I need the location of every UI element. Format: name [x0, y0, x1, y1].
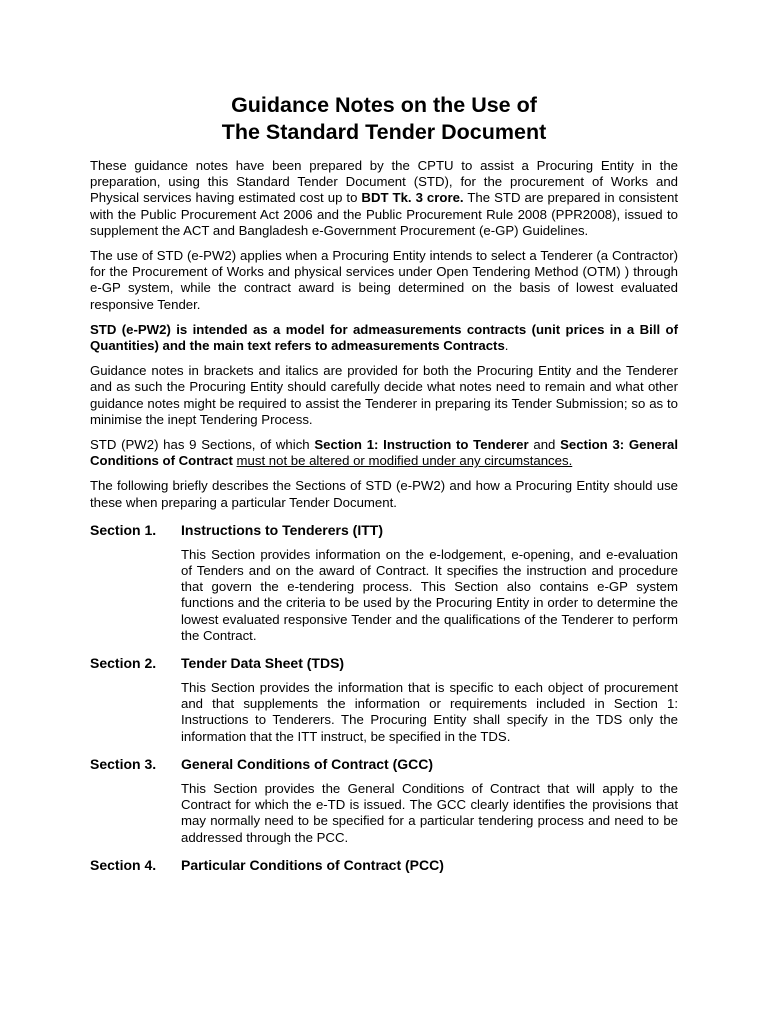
describes-paragraph: The following briefly describes the Sections of STD (e-PW2) and how a Procuring Entity should use these when preparing a particular Tender Document.	[90, 478, 678, 510]
guidance-paragraph: Guidance notes in brackets and italics are provided for both the Procuring Entity and the Tenderer and as such the Procuring Entity should carefully decide what notes need to remain and what other guidance notes might be required to assist the Tenderer in preparing its Tender Submission; so as to minimise the inept Tendering Process.	[90, 363, 678, 427]
usage-paragraph: The use of STD (e-PW2) applies when a Procuring Entity intends to select a Tenderer (a Contractor) for the Procurement of Works and physical services under Open Tendering Method (OTM) ) through e-GP system, while the contract award is being determined on the basis of lowest evaluated responsive Tender.	[90, 248, 678, 312]
document-title-line-2: The Standard Tender Document	[221, 120, 547, 144]
model-period: .	[504, 338, 509, 354]
and-text: and	[528, 437, 561, 453]
section-heading	[90, 655, 678, 672]
section-number: Section 4.	[90, 856, 157, 873]
intro-text-cont: The STD are prepared in consistent with the Public Procurement Act 2006 and the Public Procurement Rule 2008 (PPR2008), issued to supplement the ACT and Bangladesh e-Government Procurement (e-GP) Guidelines.	[90, 190, 678, 238]
section-2	[90, 655, 678, 745]
section-number: Section 1.	[90, 521, 157, 538]
section-number: Section 3.	[90, 755, 157, 772]
section-3	[90, 756, 678, 846]
not-altered-warning: must not be altered or modified under any circumstances.	[236, 453, 573, 469]
model-paragraph	[90, 322, 678, 354]
section-description: This Section provides information on the e-lodgement, e-opening, and e-evaluation of Tenders and on the award of Contract. It specifies the instruction and procedure that govern the e-tendering process. This Section also contains e-GP system functions and the criteria to be used by the Procuring Entity in order to determine the lowest evaluated responsive Tender and the qualifications of the Tenderer to perform the Contract.	[181, 546, 678, 643]
intro-paragraph	[90, 158, 678, 239]
sections-text: STD (PW2) has 9 Sections, of which	[90, 437, 315, 453]
document-title-line-1: Guidance Notes on the Use of	[231, 93, 537, 117]
cost-limit: BDT Tk. 3 crore.	[361, 190, 464, 206]
section-heading	[90, 857, 678, 874]
section-1-ref: Section 1: Instruction to Tenderer	[314, 437, 529, 453]
section-1	[90, 522, 678, 644]
section-number: Section 2.	[90, 655, 157, 672]
section-description: This Section provides the General Conditions of Contract that will apply to the Contract for which the e-TD is issued. The GCC clearly identifies the provisions that may normally need to be specified for a particular tendering process and need to be addressed through the PCC.	[181, 780, 678, 845]
section-3-ref: Section 3: General Conditions of Contract	[90, 437, 679, 469]
section-title: Tender Data Sheet (TDS)	[181, 655, 345, 672]
section-heading	[90, 522, 678, 539]
document-page	[90, 92, 678, 882]
section-4	[90, 857, 678, 874]
intro-text: These guidance notes have been prepared by the CPTU to assist a Procuring Entity in the preparation, using this Standard Tender Document (STD), for the procurement of Works and Physical services having estimated cost up to	[90, 158, 678, 206]
section-title: General Conditions of Contract (GCC)	[181, 755, 433, 772]
section-title: Particular Conditions of Contract (PCC)	[181, 856, 444, 873]
sections-paragraph	[90, 437, 678, 469]
model-statement: STD (e-PW2) is intended as a model for admeasurements contracts (unit prices in a Bill of Quantities) and the main text refers to admeasurements Contracts	[90, 321, 678, 354]
section-heading	[90, 756, 678, 773]
section-title: Instructions to Tenderers (ITT)	[181, 521, 383, 538]
section-description: This Section provides the information that is specific to each object of procurement and that supplements the information or requirements included in Section 1: Instructions to Tenderers. The Procuring Entity shall specify in the TDS only the information that the ITT instruct, be specified in the TDS.	[181, 680, 678, 744]
